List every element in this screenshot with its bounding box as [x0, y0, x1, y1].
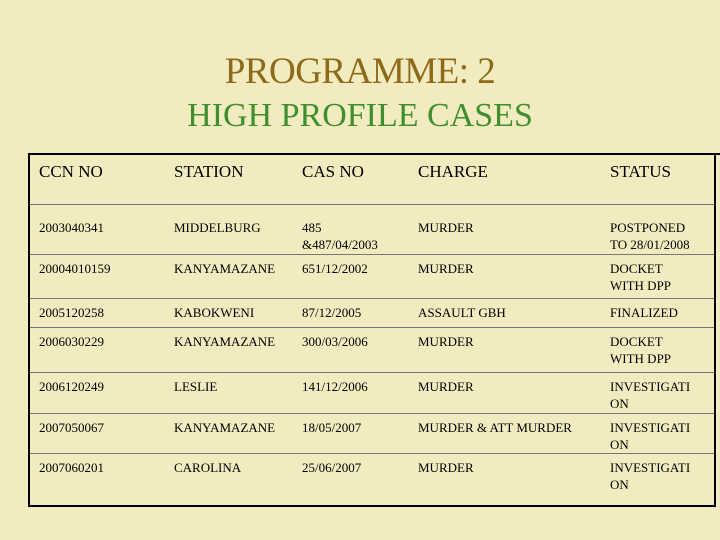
- cell-ccn-no: 20004010159: [39, 261, 111, 276]
- cell-status: FINALIZED: [610, 305, 678, 320]
- cell-charge: MURDER: [418, 379, 474, 394]
- row-divider: [30, 254, 714, 255]
- cell-station: MIDDELBURG: [174, 220, 261, 235]
- row-divider: [30, 327, 714, 328]
- cell-station: KABOKWENI: [174, 305, 255, 320]
- cell-station: CAROLINA: [174, 460, 242, 475]
- cases-table: [28, 153, 716, 507]
- cell-charge: MURDER: [418, 220, 474, 235]
- cell-charge: MURDER: [418, 261, 474, 276]
- header-station: STATION: [174, 162, 244, 181]
- cell-ccn-no: 2006120249: [39, 379, 104, 394]
- cell-ccn-no: 2007050067: [39, 420, 104, 435]
- cell-ccn-no: 2006030229: [39, 334, 104, 349]
- row-divider: [30, 372, 714, 373]
- cell-cas-no: 18/05/2007: [302, 420, 362, 435]
- cell-cas-no: 141/12/2006: [302, 379, 368, 394]
- row-divider: [30, 453, 714, 454]
- header-status: STATUS: [610, 162, 671, 181]
- slide-subtitle: HIGH PROFILE CASES: [187, 97, 533, 134]
- cell-status: DOCKET WITH DPP: [610, 261, 672, 293]
- cell-cas-no: 87/12/2005: [302, 305, 362, 320]
- cell-cas-no: 651/12/2002: [302, 261, 368, 276]
- row-divider: [30, 298, 714, 299]
- cell-status: INVESTIGATI ON: [610, 420, 691, 452]
- cell-charge: MURDER & ATT MURDER: [418, 420, 572, 435]
- cell-status: INVESTIGATI ON: [610, 460, 691, 492]
- cell-charge: MURDER: [418, 460, 474, 475]
- cell-status: POSTPONED TO 28/01/2008: [610, 220, 690, 252]
- row-divider: [30, 413, 714, 414]
- cell-station: LESLIE: [174, 379, 218, 394]
- cell-ccn-no: 2007060201: [39, 460, 104, 475]
- cell-station: KANYAMAZANE: [174, 261, 276, 276]
- cell-charge: ASSAULT GBH: [418, 305, 506, 320]
- header-cas-no: CAS NO: [302, 162, 364, 181]
- cell-cas-no: 485 &487/04/2003: [302, 220, 378, 252]
- cell-ccn-no: 2005120258: [39, 305, 104, 320]
- cell-ccn-no: 2003040341: [39, 220, 104, 235]
- header-charge: CHARGE: [418, 162, 488, 181]
- header-ccn-no: CCN NO: [39, 162, 103, 181]
- cell-charge: MURDER: [418, 334, 474, 349]
- slide-title: PROGRAMME: 2: [224, 51, 496, 92]
- cell-status: DOCKET WITH DPP: [610, 334, 672, 366]
- cell-station: KANYAMAZANE: [174, 420, 276, 435]
- cell-cas-no: 25/06/2007: [302, 460, 362, 475]
- row-divider: [30, 204, 714, 205]
- cell-cas-no: 300/03/2006: [302, 334, 368, 349]
- cell-status: INVESTIGATI ON: [610, 379, 691, 411]
- cell-station: KANYAMAZANE: [174, 334, 276, 349]
